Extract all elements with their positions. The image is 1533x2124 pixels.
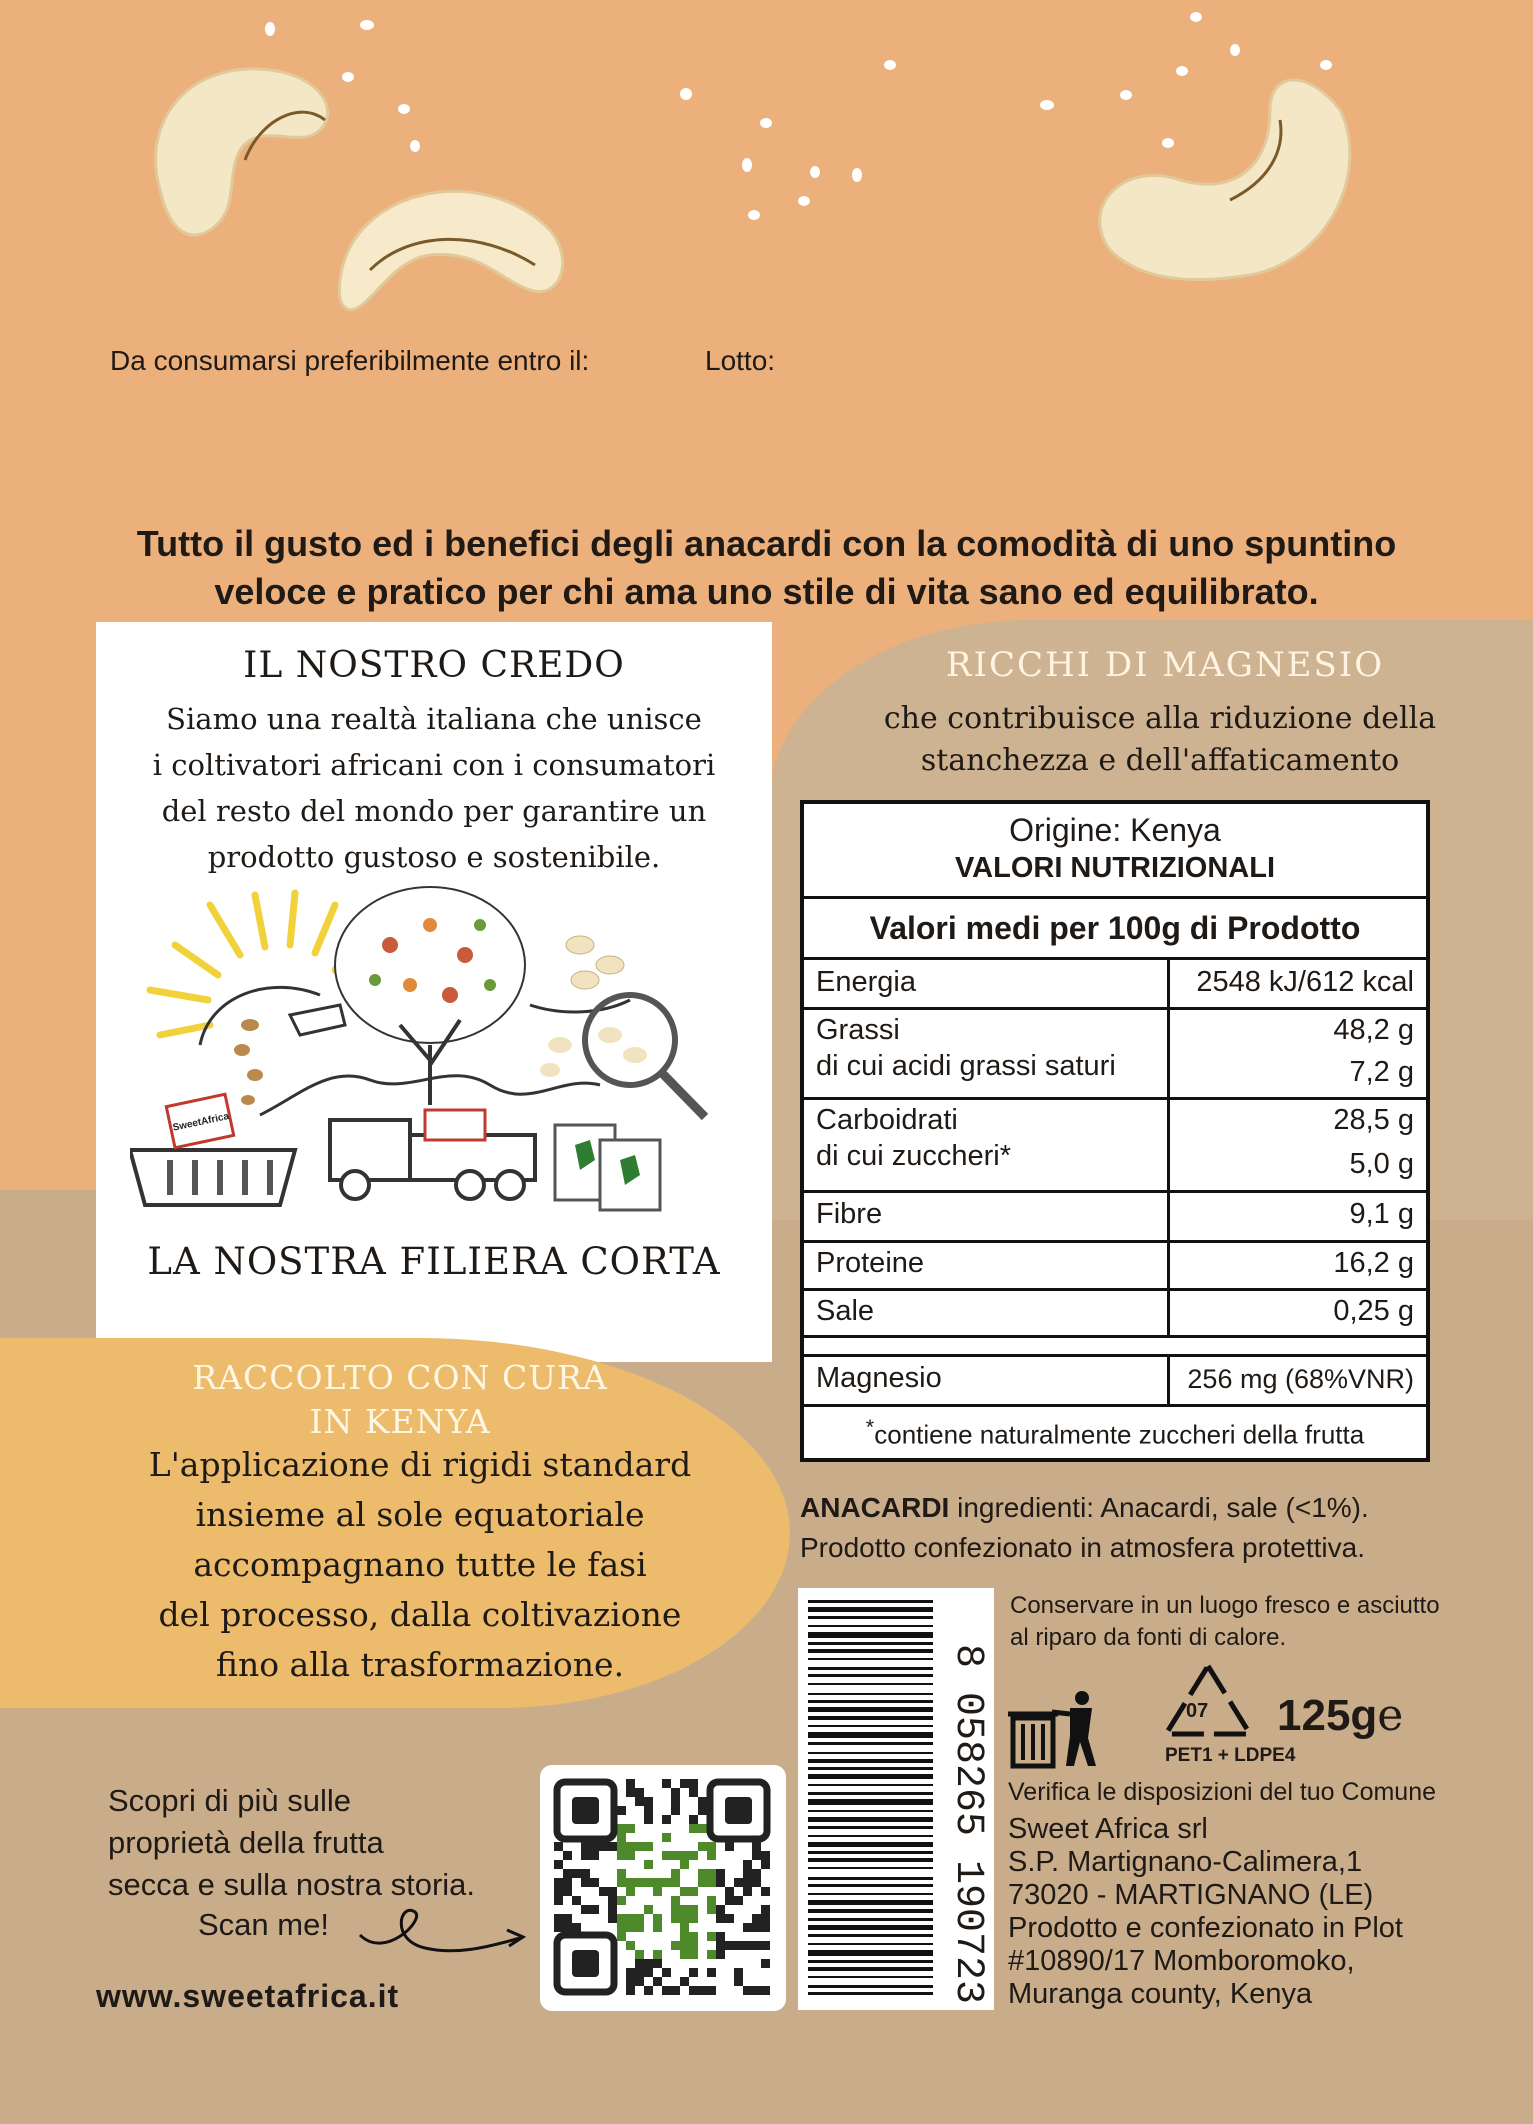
raccolto-title-line: IN KENYA <box>309 1402 491 1441</box>
estimated-mark: e <box>1377 1690 1404 1741</box>
magnesio-title: RICCHI DI MAGNESIO <box>945 645 1385 685</box>
nutrient-label: di cui acidi grassi saturi <box>816 1050 1116 1082</box>
filiera-caption: LA NOSTRA FILIERA CORTA <box>147 1240 721 1283</box>
ingredients <box>800 1488 1500 1568</box>
company-line: #10890/17 Momboromoko, <box>1008 1945 1355 1977</box>
recycling-code: 07 <box>1186 1700 1209 1722</box>
magnesio-value: 256 mg (68%VNR) <box>1187 1364 1414 1394</box>
verify-text: Verifica le disposizioni del tuo Comune <box>1008 1778 1437 1806</box>
nutrient-value: 7,2 g <box>1349 1056 1414 1088</box>
footnote-mark: * <box>865 1414 875 1439</box>
credo-line: Siamo una realtà italiana che unisce <box>166 702 702 736</box>
magnesio-line: stanchezza e dell'affaticamento <box>920 743 1400 778</box>
company-line: Sweet Africa srl <box>1008 1813 1208 1845</box>
raccolto-line: fino alla trasformazione. <box>215 1645 625 1684</box>
qr-code-icon <box>540 1765 786 2011</box>
seeds-icon <box>234 1019 263 1105</box>
tagline-line: veloce e pratico per chi ama uno stile di vita sano ed equilibrato. <box>214 571 1319 612</box>
nutrient-value: 16,2 g <box>1333 1247 1414 1279</box>
nutrient-label: Energia <box>816 966 916 998</box>
promo-text <box>108 1780 548 1906</box>
tree-icon <box>335 887 525 1105</box>
barcode-number: 8 058265 190723 <box>945 1643 990 2004</box>
credo-line: i coltivatori africani con i consumatori <box>152 748 716 782</box>
raccolto-line: insieme al sole equatoriale <box>195 1495 645 1534</box>
nutrient-value: 2548 kJ/612 kcal <box>1196 966 1414 998</box>
ingredients-text: ingredienti: Anacardi, sale (<1%). <box>949 1492 1369 1523</box>
magnifier-icon <box>540 995 705 1117</box>
nutrient-value: 5,0 g <box>1349 1148 1414 1180</box>
nutrient-label: Sale <box>816 1295 875 1327</box>
raccolto-body <box>80 1440 760 1690</box>
supply-chain-illustration <box>130 885 750 1225</box>
credo-line: prodotto gustoso e sostenibile. <box>207 840 661 874</box>
tagline-line: Tutto il gusto ed i benefici degli anacardi con la comodità di uno spuntino <box>136 523 1397 564</box>
net-weight <box>1277 1690 1403 1741</box>
trash-bin-icon <box>1008 1690 1108 1770</box>
lot-label: Lotto: <box>705 345 776 376</box>
nutrient-label: di cui zuccheri* <box>816 1140 1012 1172</box>
ingredients-line <box>800 1488 1500 1528</box>
raccolto-title-line: RACCOLTO CON CURA <box>192 1358 608 1397</box>
nutrient-value: 28,5 g <box>1333 1104 1414 1136</box>
credo-body <box>100 696 768 880</box>
recycling-materials: PET1 + LDPE4 <box>1165 1745 1296 1766</box>
footnote-text: contiene naturalmente zuccheri della frutta <box>874 1419 1365 1450</box>
nutrition-subheading: Valori medi per 100g di Prodotto <box>869 910 1361 946</box>
arrow-icon <box>355 1900 535 1970</box>
scan-me: Scan me! <box>198 1907 329 1942</box>
product-name: ANACARDI <box>800 1492 950 1523</box>
raccolto-title <box>90 1356 710 1444</box>
storage-line: al riparo da fonti di calore. <box>1010 1624 1287 1651</box>
raccolto-line: del processo, dalla coltivazione <box>158 1595 682 1634</box>
brand-badge: SweetAfrica <box>171 1111 231 1134</box>
weight-value: 125g <box>1277 1691 1378 1740</box>
origin-label: Origine: Kenya <box>1009 812 1221 848</box>
raccolto-line: L'applicazione di rigidi standard <box>148 1445 692 1484</box>
magnesio-subtitle <box>780 698 1533 782</box>
nutrient-label: Grassi <box>816 1014 900 1046</box>
nutrient-label: Carboidrati <box>816 1104 958 1136</box>
barcode <box>798 1588 994 2010</box>
nutrition-heading: VALORI NUTRIZIONALI <box>954 852 1276 884</box>
nutrient-value: 9,1 g <box>1349 1198 1414 1230</box>
cashew-illustration <box>330 150 580 330</box>
company-line: 73020 - MARTIGNANO (LE) <box>1008 1879 1374 1911</box>
cashew-illustration <box>1080 50 1370 290</box>
nutrient-value: 48,2 g <box>1333 1014 1414 1046</box>
qr-code[interactable] <box>540 1765 786 2011</box>
website-link[interactable]: www.sweetafrica.it <box>96 1978 400 2014</box>
expiry-label: Da consumarsi preferibilmente entro il: <box>110 345 590 376</box>
packages-icon <box>555 1125 660 1210</box>
nutrient-value: 0,25 g <box>1333 1295 1414 1327</box>
credo-line: del resto del mondo per garantire un <box>161 794 707 828</box>
nutrient-label: Fibre <box>816 1198 883 1230</box>
raccolto-line: accompagnano tutte le fasi <box>193 1545 647 1584</box>
company-info <box>1008 1813 1528 2011</box>
promo-line: proprietà della frutta <box>108 1825 384 1860</box>
ingredients-line: Prodotto confezionato in atmosfera protettiva. <box>800 1532 1365 1563</box>
storage-line: Conservare in un luogo fresco e asciutto <box>1010 1592 1440 1619</box>
tagline <box>60 520 1473 616</box>
nutrition-table <box>800 800 1430 1462</box>
company-line: Muranga county, Kenya <box>1008 1978 1313 2010</box>
storage-info <box>1010 1590 1530 1654</box>
magnesio-label: Magnesio <box>816 1362 942 1394</box>
company-line: S.P. Martignano-Calimera,1 <box>1008 1846 1363 1878</box>
nutrition-footnote <box>804 1414 1426 1451</box>
nutrient-label: Proteine <box>816 1247 925 1279</box>
company-line: Prodotto e confezionato in Plot <box>1008 1912 1403 1944</box>
truck-icon <box>330 1110 535 1199</box>
credo-title: IL NOSTRO CREDO <box>243 645 625 686</box>
promo-line: Scopri di più sulle <box>108 1783 351 1818</box>
magnesio-line: che contribuisce alla riduzione della <box>883 701 1437 736</box>
promo-line: secca e sulla nostra storia. <box>108 1867 476 1902</box>
